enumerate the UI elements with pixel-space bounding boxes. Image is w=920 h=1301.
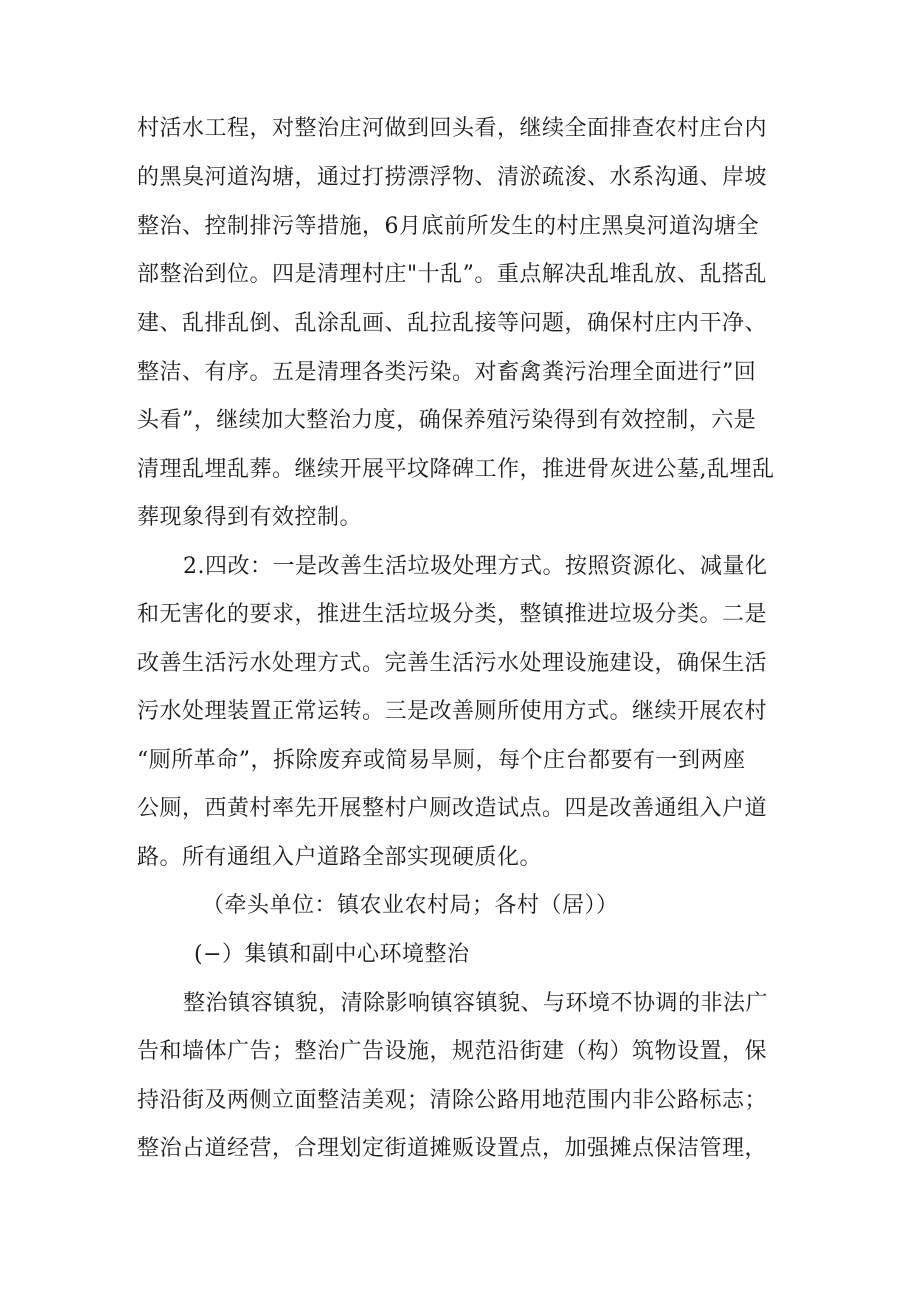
body-text-line: 告和墙体广告；整治广告设施，规范沿街建（构）筑物设置，保: [137, 1039, 768, 1064]
body-text-line: “厕所革命”，拆除废弃或简易旱厕，每个庄台都要有一到两座: [137, 748, 746, 773]
paragraph-first-line: 整治镇容镇貌，清除影响镇容镇貌、与环境不协调的非法广: [183, 991, 769, 1016]
body-text-line: 葬现象得到有效控制。: [137, 505, 363, 530]
body-text-line: 和无害化的要求，推进生活垃圾分类，整镇推进垃圾分类。二是: [137, 602, 768, 627]
paragraph-first-line: 2.四改：一是改善生活垃圾处理方式。按照资源化、减量化: [183, 554, 768, 579]
body-text-line: 污水处理装置正常运转。三是改善厕所使用方式。继续开展农村: [137, 699, 768, 724]
section-subheading: (−）集镇和副中心环境整治: [194, 942, 470, 967]
body-text-line: 建、乱排乱倒、乱涂乱画、乱拉乱接等问题，确保村庄内干净、: [137, 311, 768, 336]
body-text-line: 改善生活污水处理方式。完善生活污水处理设施建设，确保生活: [137, 651, 768, 676]
lead-unit-note: （牵头单位：镇农业农村局；各村（居））: [202, 893, 619, 918]
body-text-line: 整治占道经营，合理划定街道摊贩设置点，加强摊点保洁管理，: [137, 1136, 768, 1161]
body-text-line: 清理乱埋乱葬。继续开展平坟降碑工作，推进骨灰进公墓,乱埋乱: [137, 457, 775, 482]
body-text-line: 持沿街及两侧立面整洁美观；清除公路用地范围内非公路标志；: [137, 1088, 768, 1113]
body-text-line: 整洁、有序。五是清理各类污染。对畜禽粪污治理全面进行”回: [137, 360, 757, 385]
body-text-line: 的黑臭河道沟塘，通过打捞漂浮物、清淤疏浚、水系沟通、岸坡: [137, 165, 768, 190]
body-text-line: 头看”，继续加大整治力度，确保养殖污染得到有效控制，六是: [137, 408, 757, 433]
body-text-line: 公厕，西黄村率先开展整村户厕改造试点。四是改善通组入户道: [137, 796, 768, 821]
body-text-line: 村活水工程，对整治庄河做到回头看，继续全面排查农村庄台内: [137, 116, 768, 141]
body-text-line: 部整治到位。四是清理村庄"十乱”。重点解决乱堆乱放、乱搭乱: [137, 262, 767, 287]
body-text-line: 路。所有通组入户道路全部实现硬质化。: [137, 845, 543, 870]
body-text-line: 整治、控制排污等措施，6月底前所发生的村庄黑臭河道沟塘全: [137, 214, 759, 239]
